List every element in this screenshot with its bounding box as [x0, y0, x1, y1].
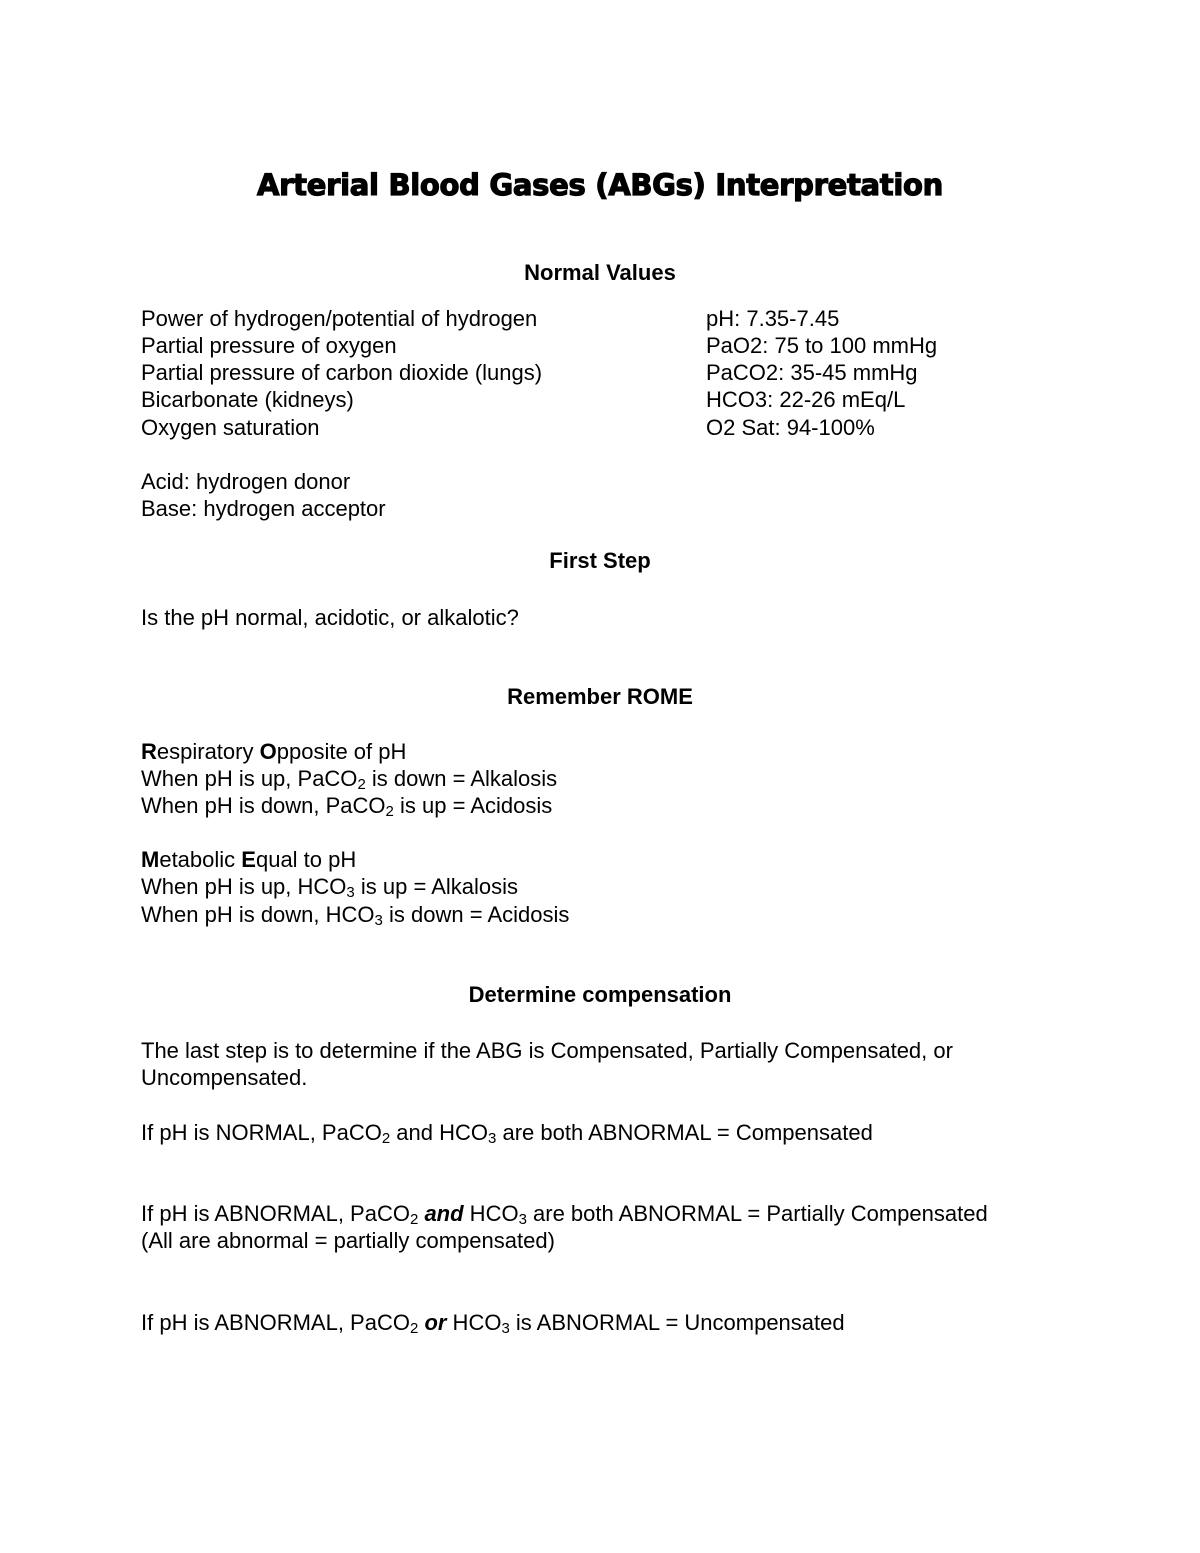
normal-value: pH: 7.35-7.45 — [706, 306, 840, 331]
metabolic-rule-down: When pH is down, $HCO_3$ is down = Acidosis — [141, 902, 570, 929]
first-step-heading: First Step — [549, 548, 651, 573]
emphasis-or: or — [424, 1310, 447, 1335]
compensation-intro: The last step is to determine if the ABG is Compensated, Partially Compensated, or — [141, 1038, 953, 1063]
document-title: Arterial Blood Gases (ABGs) Interpretation — [257, 168, 943, 202]
normal-value: PaCO2: 35-45 mmHg — [706, 360, 918, 385]
compensation-intro-cont: Uncompensated. — [141, 1065, 308, 1090]
acid-definition: Acid: hydrogen donor — [141, 469, 351, 494]
normal-value-label: Oxygen saturation — [141, 415, 320, 440]
letter-r: R — [141, 739, 157, 764]
normal-value-label: Bicarbonate (kidneys) — [141, 387, 354, 412]
compensated-rule: If pH is NORMAL, PaCO$_2$ and $HCO_3$ are both ABNORMAL = Compensated — [141, 1120, 873, 1147]
respiratory-rule-up: When pH is up, PaCO$_2$ is down = Alkalosis — [141, 766, 558, 793]
rome-heading: Remember ROME — [507, 684, 693, 709]
normal-value-label: Partial pressure of oxygen — [141, 333, 397, 358]
metabolic-rule-up: When pH is up, $HCO_3$ is up = Alkalosis — [141, 874, 518, 901]
base-definition: Base: hydrogen acceptor — [141, 496, 386, 521]
normal-value: HCO3: 22-26 mEq/L — [706, 387, 906, 412]
normal-value: PaO2: 75 to 100 mmHg — [706, 333, 938, 358]
normal-value-label: Partial pressure of carbon dioxide (lungs) — [141, 360, 543, 385]
normal-values-heading: Normal Values — [524, 260, 676, 285]
normal-value-label: Power of hydrogen/potential of hydrogen — [141, 306, 538, 331]
metabolic-title: Metabolic Equal to pH — [141, 847, 357, 872]
uncompensated-rule: If pH is ABNORMAL, PaCO$_2$ or $HCO_3$ is ABNORMAL = Uncompensated — [141, 1310, 845, 1337]
respiratory-rule-down: When pH is down, PaCO$_2$ is up = Acidosis — [141, 793, 553, 820]
compensation-heading: Determine compensation — [468, 982, 732, 1007]
partially-compensated-note: (All are abnormal = partially compensated) — [141, 1228, 555, 1253]
letter-e: E — [241, 847, 256, 872]
normal-value: O2 Sat: 94-100% — [706, 415, 875, 440]
emphasis-and: and — [424, 1201, 464, 1226]
partially-compensated-rule: If pH is ABNORMAL, PaCO$_2$ and $HCO_3$ are both ABNORMAL = Partially Compensated — [141, 1201, 988, 1228]
respiratory-title: Respiratory Opposite of pH — [141, 739, 407, 764]
first-step-question: Is the pH normal, acidotic, or alkalotic? — [141, 605, 519, 630]
letter-o: O — [259, 739, 277, 764]
letter-m: M — [141, 847, 160, 872]
